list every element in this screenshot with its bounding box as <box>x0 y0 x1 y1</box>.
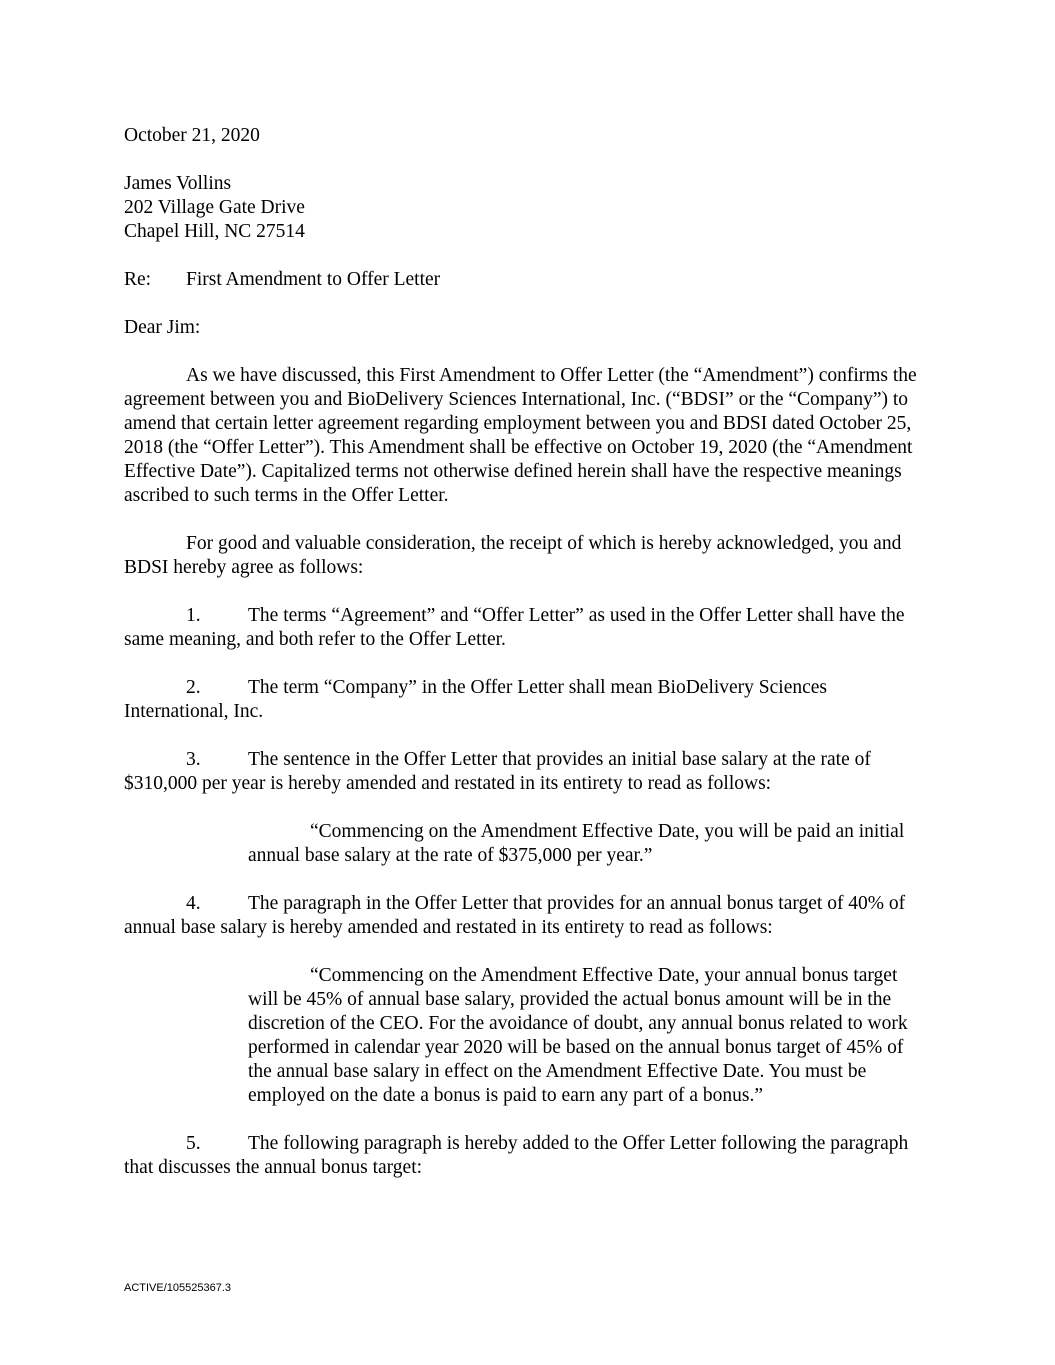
numbered-item <box>124 892 929 940</box>
numbered-item <box>124 1132 929 1180</box>
intro-paragraph: As we have discussed, this First Amendment to Offer Letter (the “Amendment”) confirms the agreement between you and BioDelivery Sciences International, Inc. (“BDSI” or the “Company”) to amend that certain letter agreement regarding employment between you and BDSI dated October 25, 2018 (the “Offer Letter”). This Amendment shall be effective on October 19, 2020 (the “Amendment Effective Date”). Capitalized terms not otherwise defined herein shall have the respective meanings ascribed to such terms in the Offer Letter. <box>124 365 917 506</box>
numbered-item <box>124 748 929 796</box>
recipient-address <box>124 172 929 244</box>
salutation: Dear Jim: <box>124 317 201 338</box>
item-number: 3. <box>186 749 201 770</box>
numbered-item <box>124 676 929 724</box>
re-subject: First Amendment to Offer Letter <box>186 269 441 290</box>
item-text: The term “Company” in the Offer Letter shall mean BioDelivery Sciences International, Inc. <box>124 677 828 722</box>
item-text: The paragraph in the Offer Letter that provides for an annual bonus target of 40% of annual base salary is hereby amended and restated in its entirety to read as follows: <box>124 893 906 938</box>
block-quote: “Commencing on the Amendment Effective Date, your annual bonus target will be 45% of annual base salary, provided the actual bonus amount will be in the discretion of the CEO. For the avoidance of doubt, any annual bonus related to work performed in calendar year 2020 will be based on the annual bonus target of 45% of the annual base salary in effect on the Amendment Effective Date. You must be employed on the date a bonus is paid to earn any part of a bonus.” <box>248 965 908 1106</box>
block-quote: “Commencing on the Amendment Effective Date, you will be paid an initial annual base salary at the rate of $375,000 per year.” <box>248 821 905 866</box>
item-text: The following paragraph is hereby added to the Offer Letter following the paragraph that discusses the annual bonus target: <box>124 1133 909 1178</box>
item-text: The terms “Agreement” and “Offer Letter” as used in the Offer Letter shall have the same meaning, and both refer to the Offer Letter. <box>124 605 905 650</box>
item-number: 5. <box>186 1133 201 1154</box>
letter-date: October 21, 2020 <box>124 125 260 146</box>
item-number: 2. <box>186 677 201 698</box>
recipient-name: James Vollins <box>124 173 232 194</box>
numbered-item <box>124 604 929 652</box>
recipient-city: Chapel Hill, NC 27514 <box>124 221 305 242</box>
item-number: 1. <box>186 605 201 626</box>
item-text: The sentence in the Offer Letter that provides an initial base salary at the rate of $310,000 per year is hereby amended and restated in its entirety to read as follows: <box>124 749 871 794</box>
consideration-paragraph: For good and valuable consideration, the receipt of which is hereby acknowledged, you and BDSI hereby agree as follows: <box>124 533 902 578</box>
item-number: 4. <box>186 893 201 914</box>
recipient-street: 202 Village Gate Drive <box>124 197 305 218</box>
re-label: Re: <box>124 269 152 290</box>
letter-body <box>124 124 929 1180</box>
document-footer-id: ACTIVE/105525367.3 <box>124 1282 232 1294</box>
subject-line <box>124 268 929 292</box>
